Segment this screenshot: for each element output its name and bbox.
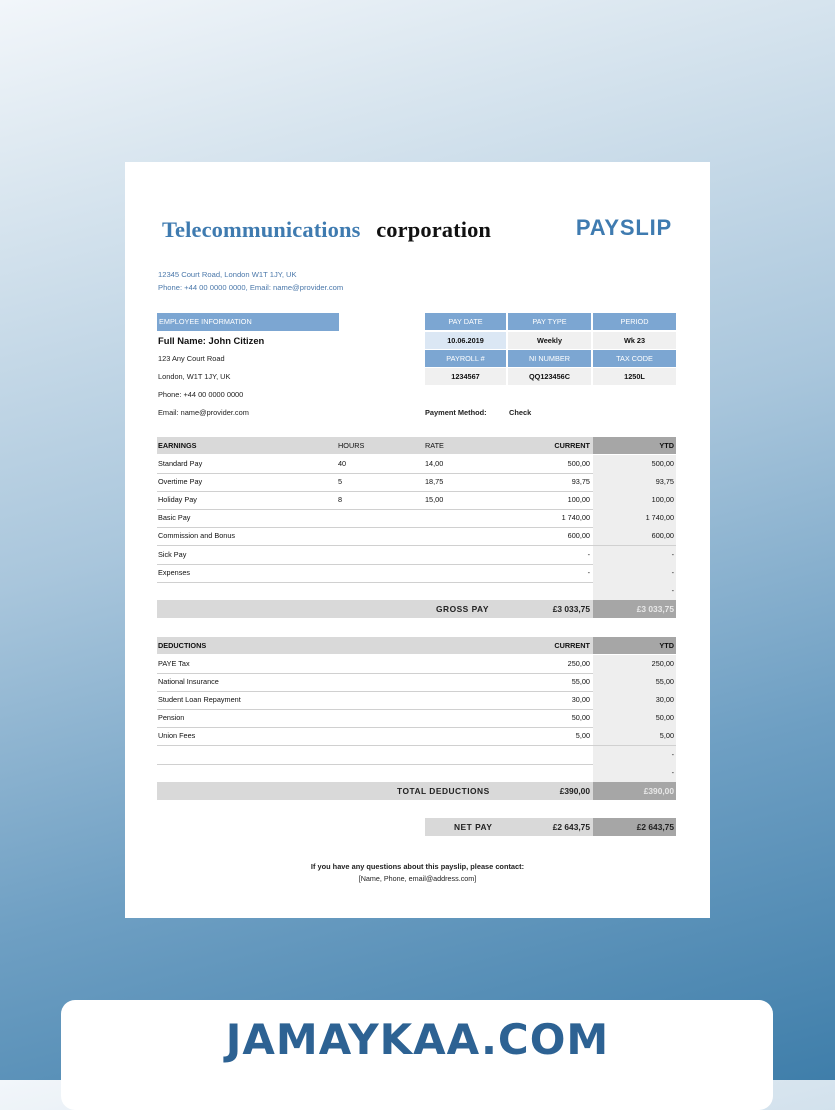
employee-email: Email: name@provider.com	[158, 408, 249, 417]
earnings-name: Expenses	[158, 567, 191, 577]
deduction-ytd: 5,00	[659, 731, 674, 741]
company-name	[162, 217, 491, 243]
deduction-ytd: 50,00	[655, 713, 674, 723]
payroll-label: PAYROLL #	[425, 350, 506, 367]
ytd-cell-bg	[593, 764, 676, 782]
earnings-current: -	[587, 549, 590, 559]
earnings-ytd: 600,00	[651, 531, 674, 541]
deduction-current: 55,00	[571, 677, 590, 687]
period-label: PERIOD	[593, 313, 676, 330]
earnings-rate: 15,00	[425, 495, 444, 505]
deduction-row	[157, 691, 676, 710]
footer-question: If you have any questions about this payslip, please contact:	[310, 862, 525, 871]
pay-type-value: Weekly	[508, 332, 591, 349]
earnings-rate: 18,75	[425, 477, 444, 487]
earnings-row	[157, 546, 676, 565]
gross-pay-row	[157, 600, 676, 618]
deductions-header	[157, 637, 676, 654]
earnings-ytd: -	[671, 549, 674, 559]
gross-pay-current: £3 033,75	[552, 604, 590, 614]
earnings-col-hours: HOURS	[338, 441, 365, 450]
earnings-current: 1 740,00	[561, 513, 590, 523]
earnings-row	[157, 527, 676, 546]
deduction-ytd: 55,00	[655, 677, 674, 687]
deduction-current: 250,00	[567, 659, 590, 668]
deduction-row	[157, 655, 676, 674]
company-contact: Phone: +44 00 0000 0000, Email: name@provider.com	[158, 283, 344, 292]
deduction-name: Pension	[158, 713, 185, 723]
ytd-cell-bg	[593, 564, 676, 582]
net-pay-ytd: £2 643,75	[636, 822, 674, 832]
employee-address2: London, W1T 1JY, UK	[158, 372, 231, 381]
company-name-part1: Telecommunications	[162, 217, 361, 242]
earnings-hours: 5	[338, 477, 343, 487]
deduction-row	[157, 764, 676, 783]
earnings-name: Overtime Pay	[158, 477, 203, 487]
payroll-value: 1234567	[425, 368, 506, 385]
earnings-current: 100,00	[567, 495, 590, 505]
employee-address1: 123 Any Court Road	[158, 354, 225, 363]
deduction-current: 5,00	[575, 731, 590, 741]
earnings-name: Standard Pay	[158, 459, 203, 468]
earnings-row	[157, 582, 676, 601]
total-deductions-current: £390,00	[559, 786, 590, 796]
ytd-cell-bg	[593, 746, 676, 764]
deductions-col-ytd: YTD	[659, 641, 674, 650]
earnings-col-current: CURRENT	[554, 441, 590, 450]
earnings-name: Basic Pay	[158, 513, 191, 523]
deduction-row	[157, 746, 676, 765]
ytd-cell-bg	[593, 546, 676, 564]
total-deductions-ytd: £390,00	[643, 786, 674, 796]
earnings-col-ytd: YTD	[659, 441, 674, 450]
payment-method-label: Payment Method:	[425, 408, 487, 417]
gross-pay-label: GROSS PAY	[436, 604, 489, 614]
deduction-ytd: -	[671, 749, 674, 759]
employee-phone: Phone: +44 00 0000 0000	[158, 390, 244, 399]
deduction-ytd: -	[671, 767, 674, 777]
earnings-header	[157, 437, 676, 454]
total-deductions-label: TOTAL DEDUCTIONS	[397, 786, 490, 796]
pay-type-label: PAY TYPE	[508, 313, 591, 330]
deduction-row	[157, 727, 676, 746]
deduction-row	[157, 673, 676, 692]
earnings-ytd: -	[671, 585, 674, 595]
earnings-row	[157, 473, 676, 492]
earnings-current: 500,00	[567, 459, 590, 468]
employee-full-name: Full Name: John Citizen	[158, 335, 265, 346]
deductions-col-name: DEDUCTIONS	[158, 641, 207, 650]
ni-number-label: NI NUMBER	[508, 350, 591, 367]
deduction-current: 30,00	[571, 695, 590, 705]
pay-date-label: PAY DATE	[425, 313, 506, 330]
deduction-current: 50,00	[571, 713, 590, 723]
earnings-name: Commission and Bonus	[158, 531, 236, 541]
deduction-row	[157, 709, 676, 728]
ytd-cell-bg	[593, 582, 676, 600]
deduction-ytd: 250,00	[651, 659, 674, 668]
earnings-current: -	[587, 567, 590, 577]
deduction-ytd: 30,00	[655, 695, 674, 705]
net-pay-label: NET PAY	[454, 822, 493, 832]
document-title: PAYSLIP	[575, 215, 672, 240]
deductions-col-current: CURRENT	[554, 641, 590, 650]
period-value: Wk 23	[593, 332, 676, 349]
deduction-name: Union Fees	[158, 731, 196, 741]
earnings-name: Holiday Pay	[158, 495, 197, 505]
payslip-document	[125, 162, 710, 918]
earnings-row	[157, 509, 676, 528]
earnings-ytd: 500,00	[651, 459, 674, 468]
pay-date-value: 10.06.2019	[425, 332, 506, 349]
tax-code-value: 1250L	[593, 368, 676, 385]
gross-pay-ytd: £3 033,75	[636, 604, 674, 614]
earnings-col-name: EARNINGS	[158, 441, 197, 450]
earnings-hours: 8	[338, 495, 343, 505]
earnings-name: Sick Pay	[158, 549, 187, 559]
company-address: 12345 Court Road, London W1T 1JY, UK	[158, 270, 297, 279]
employee-info-header: EMPLOYEE INFORMATION	[157, 313, 339, 331]
earnings-rate: 14,00	[425, 459, 444, 468]
tax-code-label: TAX CODE	[593, 350, 676, 367]
earnings-row	[157, 455, 676, 474]
earnings-col-rate: RATE	[425, 441, 444, 450]
payment-method-value: Check	[509, 408, 532, 417]
earnings-ytd: -	[671, 567, 674, 577]
earnings-row	[157, 564, 676, 583]
earnings-hours: 40	[338, 459, 347, 468]
total-deductions-row	[157, 782, 676, 800]
earnings-ytd: 93,75	[655, 477, 674, 487]
earnings-current: 600,00	[567, 531, 590, 541]
earnings-current: 93,75	[571, 477, 590, 487]
net-pay-current: £2 643,75	[552, 822, 590, 832]
deduction-name: PAYE Tax	[158, 659, 190, 668]
company-name-part2: corporation	[376, 217, 492, 242]
ni-number-value: QQ123456C	[508, 368, 591, 385]
net-pay-row	[425, 818, 676, 836]
watermark-text: JAMAYKAA.COM	[225, 1015, 610, 1064]
earnings-row	[157, 491, 676, 510]
earnings-ytd: 100,00	[651, 495, 674, 505]
deduction-name: Student Loan Repayment	[158, 695, 241, 705]
footer-contact: [Name, Phone, email@address.com]	[358, 874, 477, 883]
deduction-name: National Insurance	[158, 677, 219, 687]
earnings-ytd: 1 740,00	[645, 513, 674, 523]
